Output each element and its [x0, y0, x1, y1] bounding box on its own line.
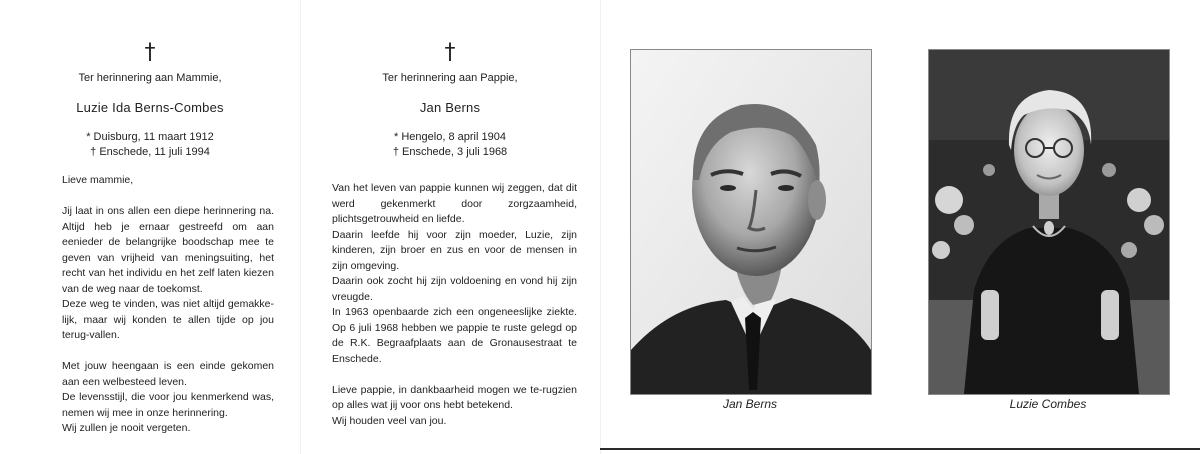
- cross-symbol: †: [444, 40, 456, 65]
- photo-caption: Jan Berns: [722, 397, 778, 411]
- card-edge: [600, 448, 1200, 450]
- memory-line: Ter herinnering aan Mammie,: [78, 72, 222, 84]
- luzie-combes-photo: [928, 49, 1170, 395]
- paragraph: Van het leven van pappie kunnen wij zeggen, dat dit werd gekenmerkt door zorgzaamheid, plichtsgetrouwheid en liefde.: [332, 182, 577, 225]
- deceased-name: Jan Berns: [419, 100, 481, 115]
- paragraph: Jij laat in ons allen een diepe herinnering na. Altijd heb je ernaar gestreefd om aan eenieder de belangrijke boodschap mee te geven van vrijheid van meningsuiting, het recht van het individu en het zelf laten kiezen van de weg naar de toekomst.: [62, 205, 274, 295]
- portrait-man-icon: [631, 50, 871, 394]
- photo-caption: Luzie Combes: [1009, 397, 1087, 411]
- paragraph: De levensstijl, die voor jou kenmerkend was, nemen wij mee in onze herinnering.: [62, 391, 274, 419]
- paragraph: Lieve pappie, in dankbaarheid mogen we te-rugzien op alles wat jij voor ons hebt betekend.: [332, 383, 577, 411]
- paragraph: Daarin ook zocht hij zijn voldoening en vond hij zijn vreugde.: [332, 275, 577, 303]
- middle-card-panel: [300, 0, 600, 454]
- paragraph: Deze weg te vinden, was niet altijd gemakke-lijk, maar wij konden te allen tijde op jou terug-vallen.: [62, 298, 274, 341]
- death-line: † Enschede, 11 juli 1994: [90, 146, 210, 158]
- greeting: Lieve mammie,: [62, 174, 134, 186]
- cross-symbol: †: [144, 40, 156, 65]
- death-line: † Enschede, 3 juli 1968: [392, 146, 508, 158]
- paragraph: In 1963 openbaarde zich een ongeneeslijke ziekte. Op 6 juli 1968 hebben we pappie te ruste gelegd op de R.K. Begraafplaats aan de Gronausestraat te Enschede.: [332, 306, 577, 365]
- paragraph: Daarin leefde hij voor zijn moeder, Luzie, zijn kinderen, zijn broer en zus en voor de mensen in zijn omgeving.: [332, 228, 577, 272]
- left-card-panel: [0, 0, 300, 454]
- paragraph: Wij houden veel van jou.: [332, 414, 447, 427]
- birth-line: * Duisburg, 11 maart 1912: [86, 131, 214, 143]
- birth-line: * Hengelo, 8 april 1904: [394, 131, 506, 143]
- jan-berns-photo: [630, 49, 872, 395]
- paragraph: Met jouw heengaan is een einde gekomen aan een welbesteed leven.: [62, 360, 274, 388]
- memory-line: Ter herinnering aan Pappie,: [382, 72, 518, 84]
- paragraph: Wij zullen je nooit vergeten.: [62, 422, 191, 434]
- middle-card-text: [332, 181, 577, 429]
- left-card-text: [62, 173, 274, 437]
- portrait-woman-icon: [929, 50, 1169, 394]
- deceased-name: Luzie Ida Berns-Combes: [76, 100, 224, 115]
